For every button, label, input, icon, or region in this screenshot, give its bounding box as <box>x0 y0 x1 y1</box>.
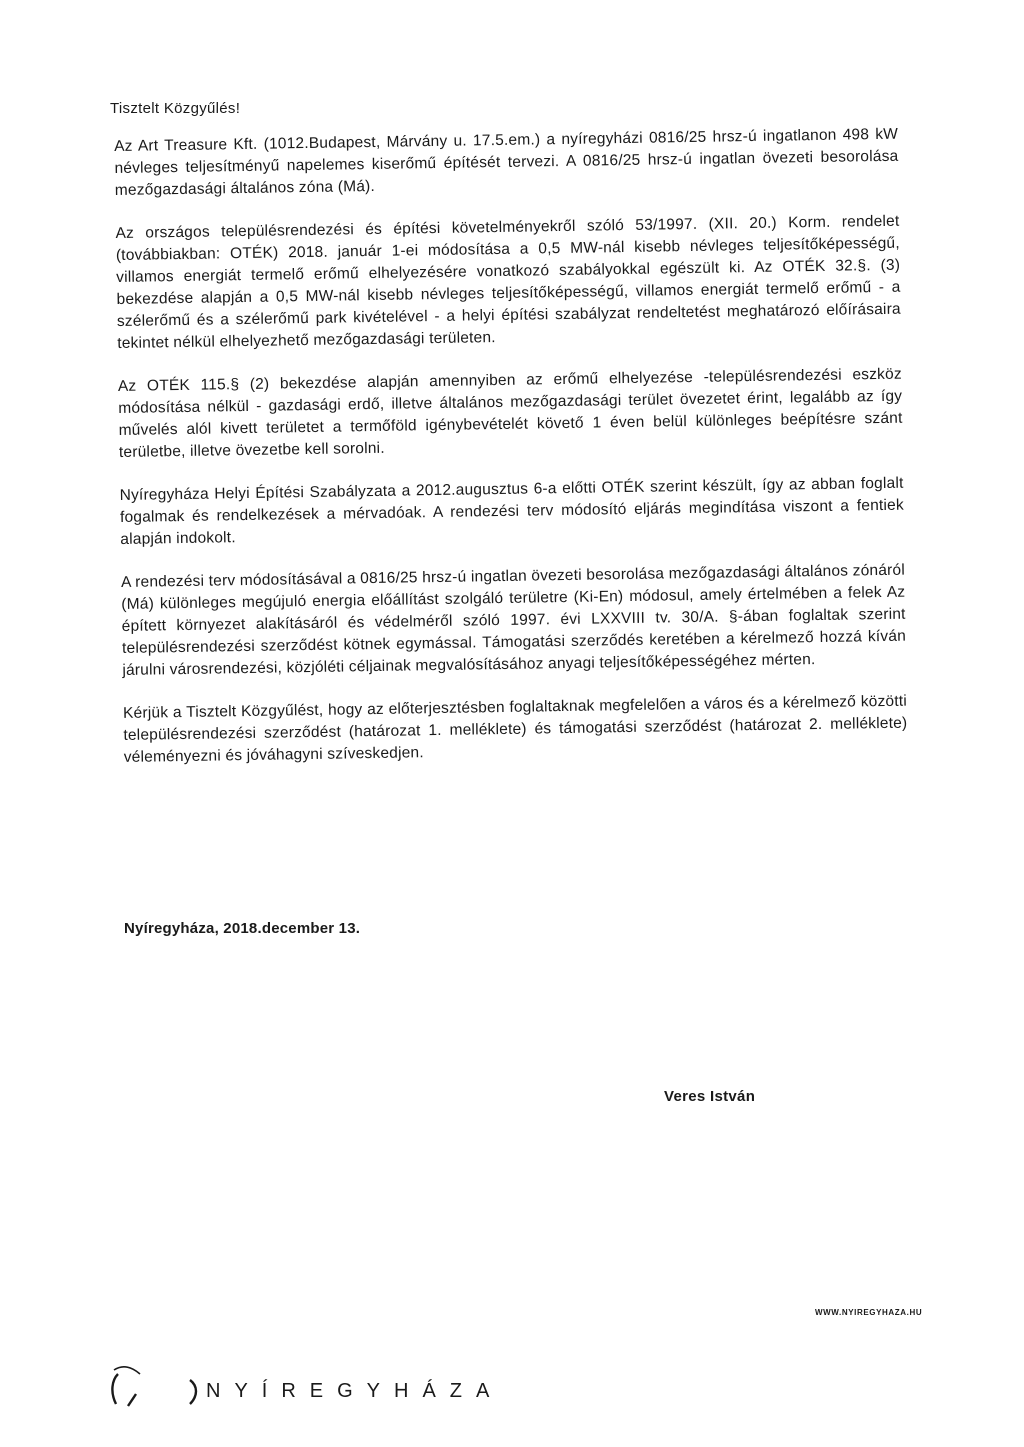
paragraph-2: Az országos településrendezési és építési követelményekről szóló 53/1997. (XII. 20.) Korm. rendelet (továbbiakban: OTÉK) 2018. január 1-ei módosítása a 0,5 MW-nál kisebb névleges teljesítőképességű, villamos energiát termelő erőmű elhelyezésére vonatkozó szabályokkal egészült ki. Az OTÉK 32.§. (3) bekezdése alapján a 0,5 MW-nál kisebb névleges teljesítőképességű, villamos energiát termelő erőmű - a szélerőmű és a szélerőmű park kivételével - a helyi építési szabályzat rendeltetést meghatározó előírásaira tekintet nélkül elhelyezhető mezőgazdasági területen. <box>115 212 901 352</box>
signature-name: Veres István <box>664 1088 756 1105</box>
paragraph-4: Nyíregyháza Helyi Építési Szabályzata a 2012.augusztus 6-a előtti OTÉK szerint készült, így az abban foglalt fogalmak és rendelkezések a mérvadóak. A rendezési terv módosító eljárás megindítása viszont a fentiek alapján indokolt. <box>119 474 905 548</box>
footer-city-name: NYÍREGYHÁZA <box>206 1380 504 1402</box>
paragraph-1: Az Art Treasure Kft. (1012.Budapest, Márvány u. 17.5.em.) a nyíregyházi 0816/25 hrsz-ú ingatlanon 498 kW névleges teljesítményű napelemes kiserőmű építését tervezi. A 0816/25 hrsz-ú ingatlan övezeti besorolása mezőgazdasági általános zóna (Má). <box>114 125 899 199</box>
paragraph-3: Az OTÉK 115.§ (2) bekezdése alapján amennyiben az erőmű elhelyezése -településrendezési eszköz módosítása nélkül - gazdasági erdő, illetve általános mezőgazdasági terület övezetet érint, legalább az így művelés alól kivett területet a termőföld igénybevételét követő 1 éven belül különleges beépítésre szánt területbe, illetve övezetbe kell sorolni. <box>117 365 903 461</box>
date-line: Nyíregyháza, 2018.december 13. <box>124 920 361 937</box>
city-logo-icon <box>104 1364 202 1412</box>
salutation: Tisztelt Közgyűlés! <box>110 100 241 117</box>
paragraph-6: Kérjük a Tisztelt Közgyűlést, hogy az előterjesztésben foglaltaknak megfelelően a város és a kérelmező közötti településrendezési szerződést (határozat 1. melléklete) és támogatási szerződést (határozat 2. melléklete) véleményezni és jóváhagyni szíveskedjen. <box>122 692 908 766</box>
footer-website: WWW.NYIREGYHAZA.HU <box>815 1308 923 1317</box>
paragraph-5: A rendezési terv módosításával a 0816/25 hrsz-ú ingatlan övezeti besorolása mezőgazdasági általános zónáról (Má) különleges megújuló energia előállítást szolgáló területre (Ki-En) módosul, amely értelmében a felek Az épített környezet alakításáról és védelméről szóló 1997. évi LXXVIII tv. 30/A. §-ában foglaltak szerint településrendezési szerződést kötnek egymással. Támogatási szerződés keretében a kérelmező hozzá kíván járulni városrendezési, közjóléti céljainak megvalósításához anyagi teljesítőképességéhez mérten. <box>120 561 907 679</box>
letter-body <box>114 124 908 790</box>
